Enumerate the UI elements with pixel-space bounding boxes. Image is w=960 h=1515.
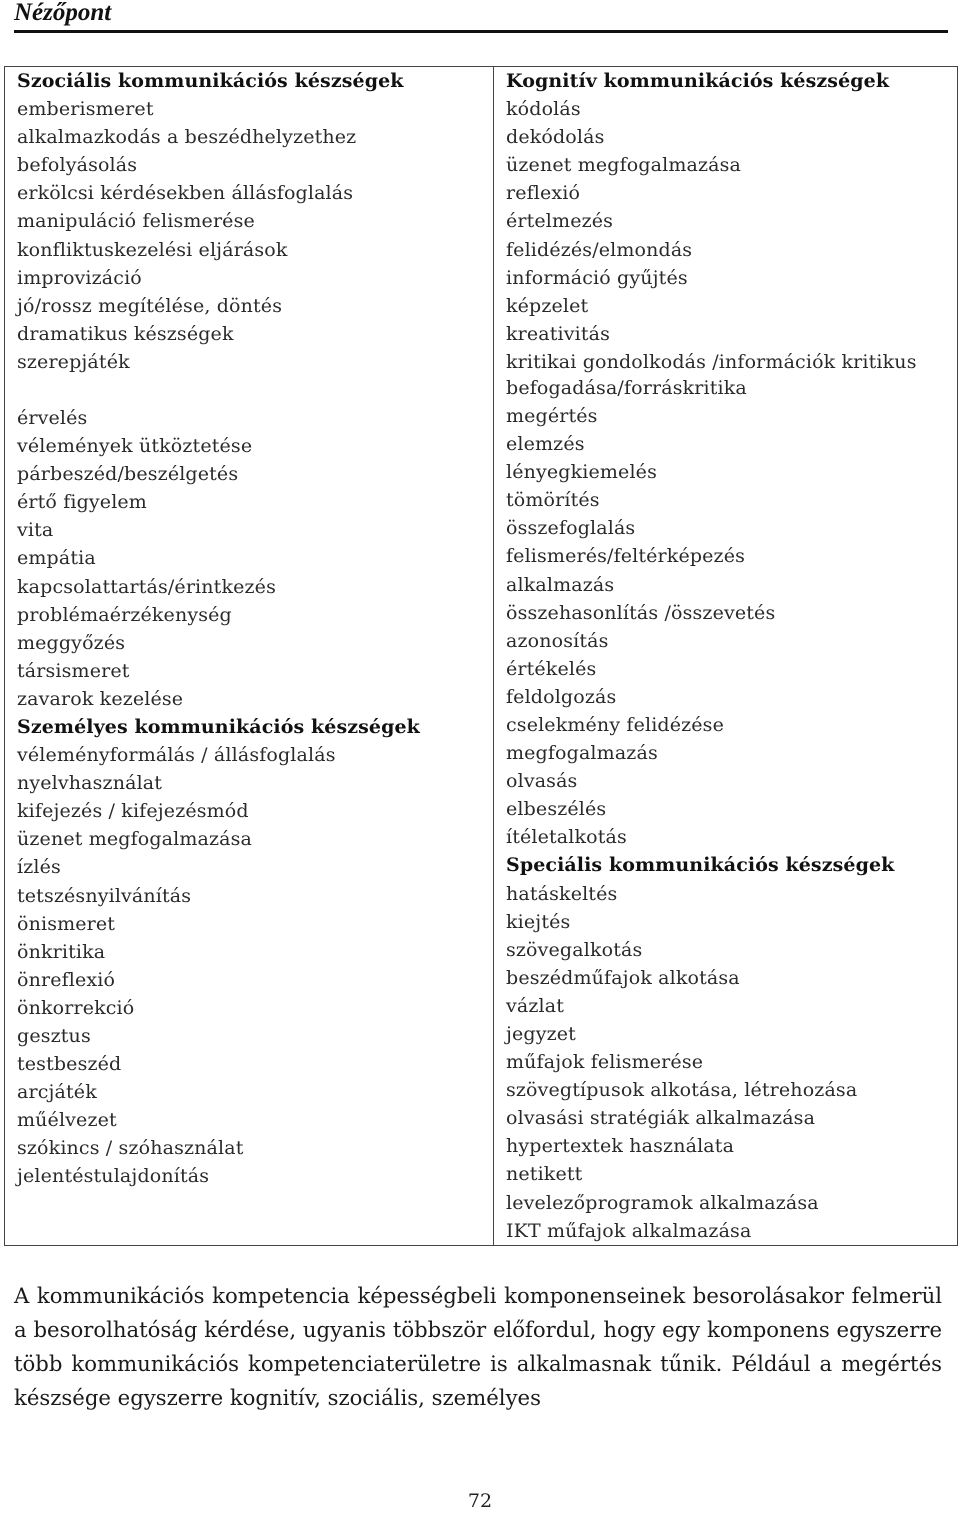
list-item: üzenet megfogalmazása — [506, 154, 742, 177]
list-item: alkalmazás — [506, 573, 615, 596]
list-item: kapcsolattartás/érintkezés — [17, 575, 276, 598]
list-item: összehasonlítás /összevetés — [506, 601, 776, 624]
list-item: felismerés/feltérképezés — [506, 545, 746, 568]
right-column-list — [506, 67, 951, 1245]
list-item: levelezőprogramok alkalmazása — [506, 1191, 819, 1214]
list-item: érvelés — [17, 406, 88, 429]
list-item: szókincs / szóhasználat — [17, 1137, 244, 1160]
list-item: megfogalmazás — [506, 742, 658, 765]
body-paragraph: A kommunikációs kompetencia képességbeli komponenseinek besorolásakor felmerül a besorolhatóság kérdése, ugyanis többször előfordul, hogy egy komponens egyszerre több kommunikációs kompetenciaterületre is alkalmasnak tűnik. Például a megértés készsége egyszerre kognitív, szociális, személyes — [14, 1283, 942, 1410]
list-item: olvasás — [506, 770, 578, 793]
list-item: arcjáték — [17, 1081, 97, 1104]
left-column-list — [17, 67, 487, 1191]
list-item: cselekmény felidézése — [506, 713, 724, 736]
list-item: alkalmazkodás a beszédhelyzethez — [17, 126, 357, 149]
list-item: vázlat — [506, 994, 565, 1017]
list-item: elemzés — [506, 433, 585, 456]
list-item: jó/rossz megítélése, döntés — [17, 294, 283, 317]
list-item: ízlés — [17, 856, 61, 879]
list-item: befolyásolás — [17, 154, 138, 177]
table-row — [5, 67, 958, 1246]
list-item: hypertextek használata — [506, 1135, 735, 1158]
list-item: olvasási stratégiák alkalmazása — [506, 1107, 816, 1130]
list-item: önkritika — [17, 940, 106, 963]
page-number: 72 — [467, 1490, 493, 1512]
list-item: önreflexió — [17, 968, 116, 991]
list-item: tömörítés — [506, 489, 600, 512]
list-item: emberismeret — [17, 98, 154, 121]
list-item: azonosítás — [506, 629, 609, 652]
list-item: jegyzet — [506, 1023, 576, 1045]
list-item: önkorrekció — [17, 996, 135, 1019]
list-item: reflexió — [506, 182, 581, 205]
section-heading: Személyes kommunikációs készségek — [17, 715, 420, 738]
list-item: dekódolás — [506, 126, 605, 149]
left-column-cell — [5, 67, 494, 1246]
list-item: véleményformálás / állásfoglalás — [17, 744, 336, 767]
list-item: társismeret — [17, 659, 130, 682]
list-item: beszédműfajok alkotása — [506, 966, 740, 989]
list-item: elbeszélés — [506, 798, 607, 821]
list-item: konfliktuskezelési eljárások — [17, 238, 288, 261]
list-item: kreativitás — [506, 322, 611, 345]
list-item: empátia — [17, 547, 96, 570]
section-heading: Szociális kommunikációs készségek — [17, 70, 404, 92]
list-item: jelentéstulajdonítás — [17, 1165, 210, 1188]
list-item: értő figyelem — [17, 491, 147, 514]
list-item: testbeszéd — [17, 1053, 122, 1076]
list-item: improvizáció — [17, 266, 142, 289]
list-item: netikett — [506, 1163, 583, 1186]
list-item: értelmezés — [506, 210, 614, 233]
list-item: hatáskeltés — [506, 882, 618, 905]
list-item: önismeret — [17, 912, 116, 935]
list-item: megértés — [506, 404, 598, 427]
header-rule — [14, 30, 948, 33]
section-heading: Kognitív kommunikációs készségek — [506, 70, 890, 92]
list-item: dramatikus készségek — [17, 322, 234, 345]
list-item: információ gyűjtés — [506, 266, 688, 289]
list-item: párbeszéd/beszélgetés — [17, 463, 239, 486]
list-item: kifejezés / kifejezésmód — [17, 800, 249, 823]
list-item: összefoglalás — [506, 517, 636, 540]
list-item: manipuláció felismerése — [17, 210, 255, 233]
list-item: műfajok felismerése — [506, 1051, 704, 1074]
list-item: képzelet — [506, 294, 589, 317]
list-item: felidézés/elmondás — [506, 238, 693, 261]
list-item: problémaérzékenység — [17, 603, 232, 626]
list-item: meggyőzés — [17, 631, 126, 654]
list-item: kiejtés — [506, 910, 571, 933]
list-item: tetszésnyilvánítás — [17, 884, 192, 907]
list-item: vélemények ütköztetése — [17, 435, 253, 458]
list-item: lényegkiemelés — [506, 461, 657, 484]
running-header-title: Nézőpont — [14, 0, 112, 26]
list-item: szövegtípusok alkotása, létrehozása — [506, 1079, 858, 1102]
list-item: értékelés — [506, 657, 597, 680]
right-column-cell — [494, 67, 958, 1246]
list-item: műélvezet — [17, 1109, 117, 1132]
list-item: feldolgozás — [506, 685, 617, 708]
list-item: zavarok kezelése — [17, 687, 184, 710]
list-item: kódolás — [506, 98, 581, 121]
list-item: erkölcsi kérdésekben állásfoglalás — [17, 182, 354, 205]
list-item: kritikai gondolkodás /információk kritikus befogadása/forráskritika — [506, 350, 917, 400]
list-item: vita — [17, 519, 54, 542]
skills-table — [4, 66, 958, 1246]
list-item: szövegalkotás — [506, 938, 643, 961]
list-item: ítéletalkotás — [506, 826, 627, 849]
section-heading: Speciális kommunikációs készségek — [506, 854, 895, 877]
list-item: szerepjáték — [17, 350, 130, 373]
list-item: gesztus — [17, 1025, 91, 1047]
list-item: nyelvhasználat — [17, 772, 163, 795]
list-item: IKT műfajok alkalmazása — [506, 1219, 752, 1242]
list-item: üzenet megfogalmazása — [17, 828, 253, 851]
